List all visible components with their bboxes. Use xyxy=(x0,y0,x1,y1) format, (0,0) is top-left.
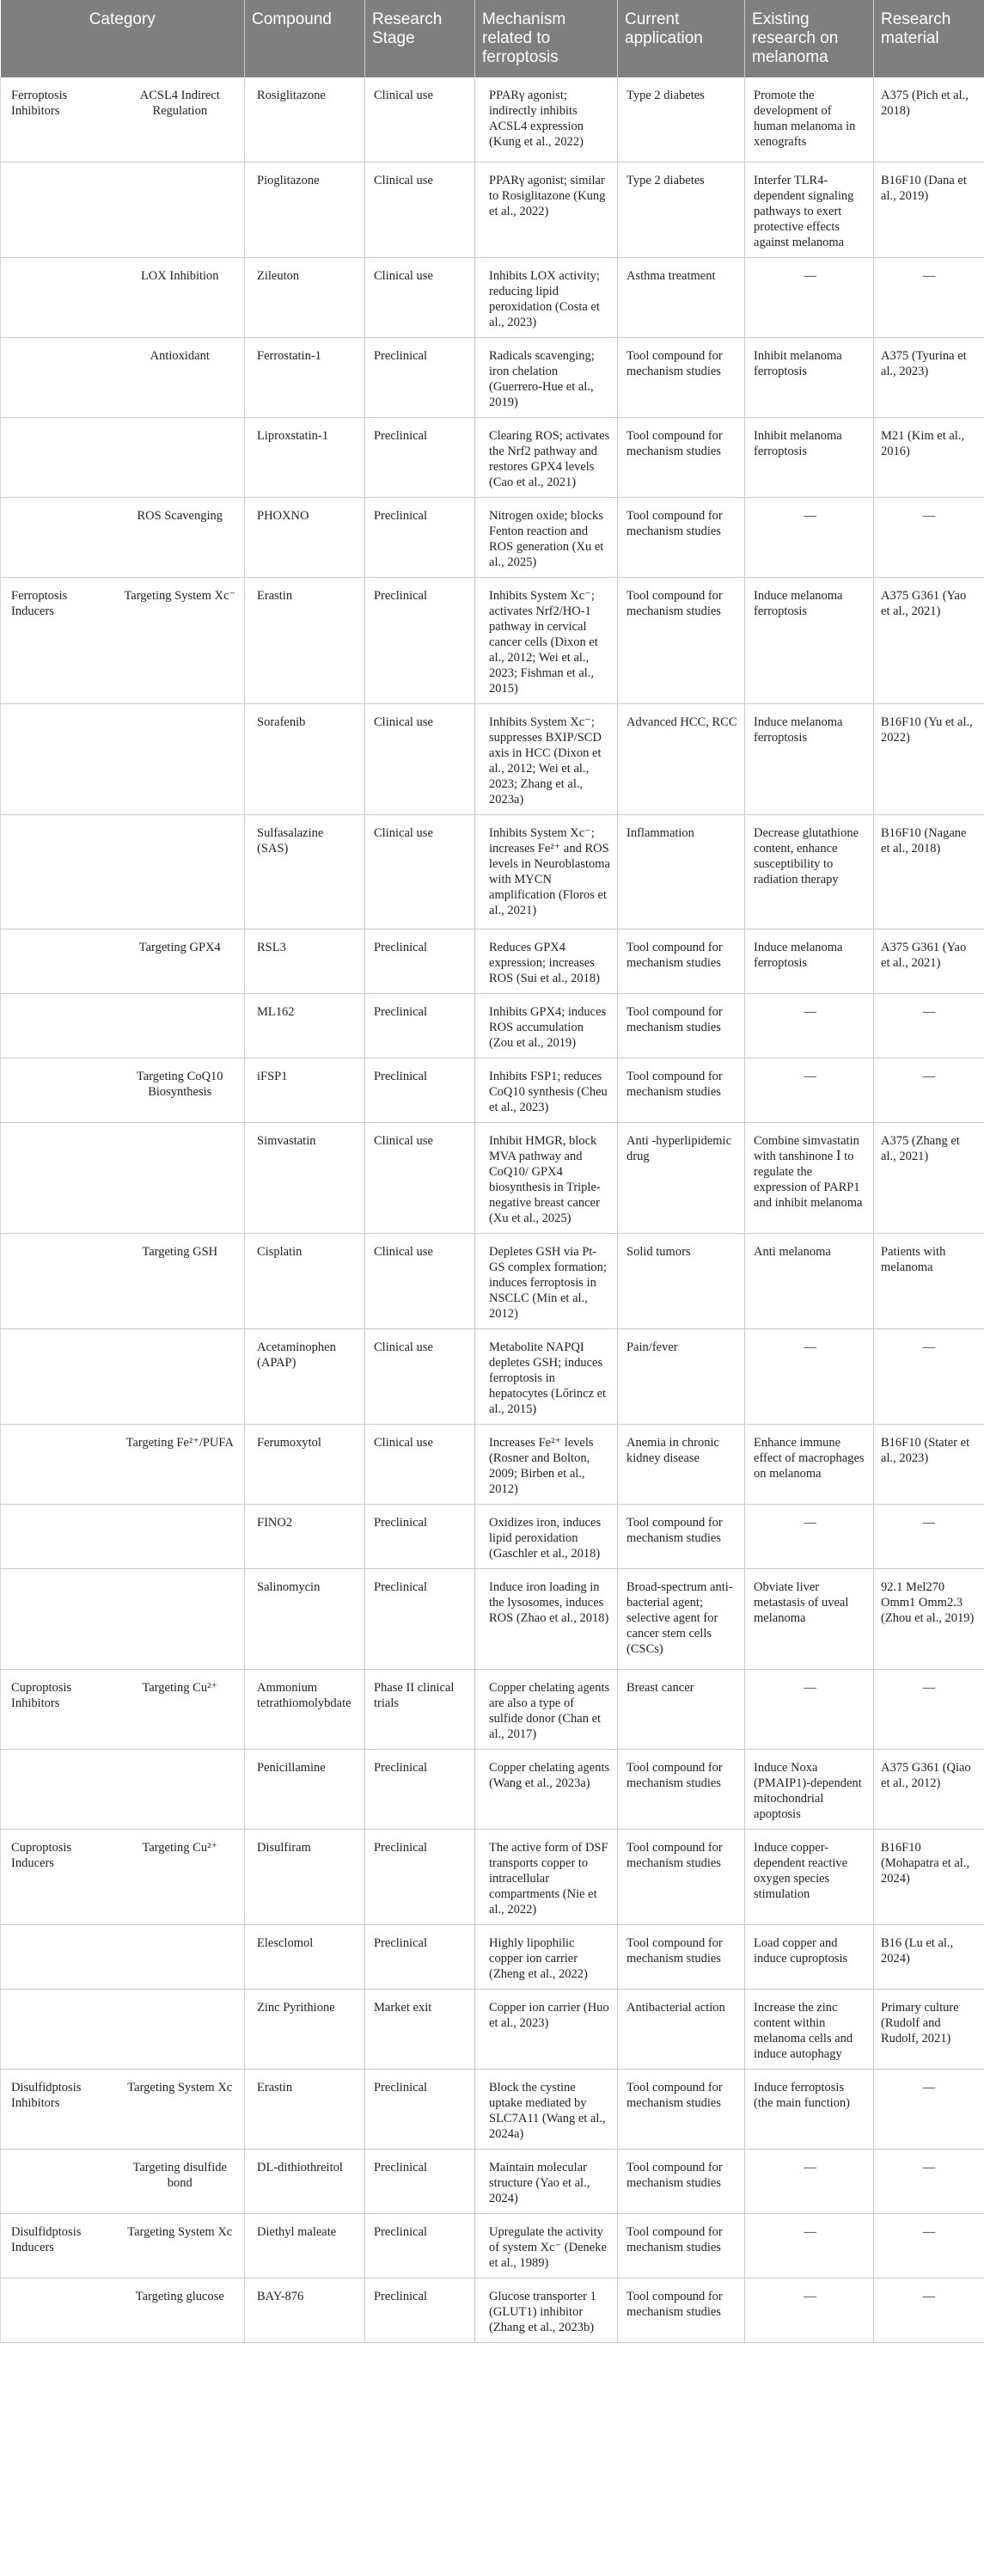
cell-current-application: Tool compound for mechanism studies xyxy=(618,497,745,577)
cell-subcategory xyxy=(116,1504,245,1568)
cell-mechanism: Increases Fe²⁺ levels (Rosner and Bolton, 2009; Birben et al., 2012) xyxy=(475,1424,618,1504)
header-research-material: Research material xyxy=(874,0,984,77)
cell-current-application: Solid tumors xyxy=(618,1233,745,1328)
cell-subcategory xyxy=(116,1122,245,1233)
cell-existing-research: Induce copper-dependent reactive oxygen species stimulation xyxy=(745,1829,874,1924)
cell-research-stage: Preclinical xyxy=(365,1568,475,1669)
cell-compound: Ferumoxytol xyxy=(245,1424,365,1504)
cell-current-application: Antibacterial action xyxy=(618,1989,745,2069)
cell-research-stage: Clinical use xyxy=(365,257,475,337)
cell-existing-research: Anti melanoma xyxy=(745,1233,874,1328)
table-row xyxy=(1,77,984,162)
cell-existing-research: Inhibit melanoma ferroptosis xyxy=(745,337,874,417)
cell-research-stage: Clinical use xyxy=(365,1122,475,1233)
cell-mechanism: Radicals scavenging; iron chelation (Guerrero-Hue et al., 2019) xyxy=(475,337,618,417)
cell-subcategory: Targeting System Xc xyxy=(116,2213,245,2278)
cell-compound: Rosiglitazone xyxy=(245,77,365,162)
cell-research-stage: Clinical use xyxy=(365,1328,475,1424)
table-row xyxy=(1,1924,984,1989)
header-existing-research: Existing research on melanoma xyxy=(745,0,874,77)
cell-category xyxy=(1,929,116,993)
cell-mechanism: Inhibits System Xc⁻; suppresses BXIP/SCD axis in HCC (Dixon et al., 2012; Wei et al., 2023; Zhang et al., 2023a) xyxy=(475,703,618,814)
cell-category xyxy=(1,1233,116,1328)
cell-existing-research: — xyxy=(745,257,874,337)
table-row xyxy=(1,257,984,337)
cell-category: Cuproptosis Inhibitors xyxy=(1,1669,116,1749)
cell-compound: iFSP1 xyxy=(245,1058,365,1122)
cell-category xyxy=(1,814,116,929)
cell-category xyxy=(1,1122,116,1233)
table-row xyxy=(1,337,984,417)
cell-subcategory: ROS Scavenging xyxy=(116,497,245,577)
cell-compound: Sulfasalazine (SAS) xyxy=(245,814,365,929)
cell-compound: Zinc Pyrithione xyxy=(245,1989,365,2069)
cell-research-material: A375 (Pich et al., 2018) xyxy=(874,77,984,162)
cell-subcategory: Targeting Fe²⁺/PUFA xyxy=(116,1424,245,1504)
cell-category xyxy=(1,1749,116,1829)
cell-existing-research: Promote the development of human melanoma in xenografts xyxy=(745,77,874,162)
cell-category xyxy=(1,703,116,814)
cell-compound: RSL3 xyxy=(245,929,365,993)
cell-existing-research: — xyxy=(745,2278,874,2342)
cell-compound: Simvastatin xyxy=(245,1122,365,1233)
table-row xyxy=(1,814,984,929)
cell-current-application: Tool compound for mechanism studies xyxy=(618,1058,745,1122)
cell-compound: Sorafenib xyxy=(245,703,365,814)
cell-category xyxy=(1,1504,116,1568)
cell-research-stage: Phase II clinical trials xyxy=(365,1669,475,1749)
cell-compound: Salinomycin xyxy=(245,1568,365,1669)
cell-category xyxy=(1,993,116,1058)
cell-mechanism: Maintain molecular structure (Yao et al., 2024) xyxy=(475,2149,618,2213)
cell-current-application: Tool compound for mechanism studies xyxy=(618,2149,745,2213)
table-row xyxy=(1,1669,984,1749)
cell-research-material: M21 (Kim et al., 2016) xyxy=(874,417,984,497)
cell-existing-research: — xyxy=(745,1328,874,1424)
cell-current-application: Tool compound for mechanism studies xyxy=(618,1829,745,1924)
table-row xyxy=(1,497,984,577)
cell-research-material: B16F10 (Dana et al., 2019) xyxy=(874,162,984,257)
cell-research-material: A375 G361 (Qiao et al., 2012) xyxy=(874,1749,984,1829)
cell-research-stage: Clinical use xyxy=(365,1424,475,1504)
cell-category xyxy=(1,497,116,577)
table-row xyxy=(1,162,984,257)
table-row xyxy=(1,1749,984,1829)
cell-research-stage: Preclinical xyxy=(365,1504,475,1568)
cell-compound: Cisplatin xyxy=(245,1233,365,1328)
cell-category xyxy=(1,2149,116,2213)
cell-mechanism: Inhibits System Xc⁻; increases Fe²⁺ and ROS levels in Neuroblastoma with MYCN amplification (Floros et al., 2021) xyxy=(475,814,618,929)
cell-category xyxy=(1,1424,116,1504)
cell-current-application: Anemia in chronic kidney disease xyxy=(618,1424,745,1504)
cell-research-material: — xyxy=(874,1328,984,1424)
cell-existing-research: Inhibit melanoma ferroptosis xyxy=(745,417,874,497)
cell-research-stage: Clinical use xyxy=(365,1233,475,1328)
cell-research-stage: Preclinical xyxy=(365,2149,475,2213)
cell-current-application: Breast cancer xyxy=(618,1669,745,1749)
cell-existing-research: Enhance immune effect of macrophages on melanoma xyxy=(745,1424,874,1504)
cell-category xyxy=(1,162,116,257)
cell-current-application: Tool compound for mechanism studies xyxy=(618,1504,745,1568)
cell-existing-research: Load copper and induce cuproptosis xyxy=(745,1924,874,1989)
cell-subcategory: Targeting glucose xyxy=(116,2278,245,2342)
table-row xyxy=(1,1328,984,1424)
table-row xyxy=(1,1058,984,1122)
table-row xyxy=(1,2149,984,2213)
cell-current-application: Tool compound for mechanism studies xyxy=(618,2069,745,2149)
cell-compound: Erastin xyxy=(245,2069,365,2149)
cell-mechanism: PPARγ agonist; similar to Rosiglitazone (Kung et al., 2022) xyxy=(475,162,618,257)
cell-research-stage: Clinical use xyxy=(365,814,475,929)
cell-subcategory: Antioxidant xyxy=(116,337,245,417)
cell-research-stage: Preclinical xyxy=(365,1749,475,1829)
cell-mechanism: Oxidizes iron, induces lipid peroxidation (Gaschler et al., 2018) xyxy=(475,1504,618,1568)
cell-existing-research: — xyxy=(745,497,874,577)
cell-current-application: Advanced HCC, RCC xyxy=(618,703,745,814)
table-row xyxy=(1,1568,984,1669)
cell-category xyxy=(1,1989,116,2069)
cell-existing-research: — xyxy=(745,2149,874,2213)
cell-research-stage: Preclinical xyxy=(365,417,475,497)
cell-compound: BAY-876 xyxy=(245,2278,365,2342)
cell-research-material: — xyxy=(874,257,984,337)
cell-research-stage: Preclinical xyxy=(365,929,475,993)
cell-mechanism: Inhibits LOX activity; reducing lipid peroxidation (Costa et al., 2023) xyxy=(475,257,618,337)
table-row xyxy=(1,2213,984,2278)
cell-category xyxy=(1,2278,116,2342)
cell-research-material: A375 (Zhang et al., 2021) xyxy=(874,1122,984,1233)
cell-existing-research: Obviate liver metastasis of uveal melanoma xyxy=(745,1568,874,1669)
cell-subcategory xyxy=(116,162,245,257)
cell-category xyxy=(1,1924,116,1989)
cell-subcategory xyxy=(116,1924,245,1989)
table-row xyxy=(1,1989,984,2069)
header-research-stage: Research Stage xyxy=(365,0,475,77)
cell-research-stage: Market exit xyxy=(365,1989,475,2069)
cell-research-stage: Preclinical xyxy=(365,1924,475,1989)
cell-compound: Elesclomol xyxy=(245,1924,365,1989)
cell-compound: Diethyl maleate xyxy=(245,2213,365,2278)
cell-category xyxy=(1,257,116,337)
cell-category: Disulfidptosis Inducers xyxy=(1,2213,116,2278)
table-body xyxy=(1,77,984,2342)
header-compound: Compound xyxy=(245,0,365,77)
cell-subcategory: Targeting disulfide bond xyxy=(116,2149,245,2213)
cell-current-application: Tool compound for mechanism studies xyxy=(618,2278,745,2342)
table-row xyxy=(1,577,984,703)
cell-research-material: — xyxy=(874,2213,984,2278)
cell-mechanism: Copper chelating agents (Wang et al., 2023a) xyxy=(475,1749,618,1829)
cell-subcategory xyxy=(116,417,245,497)
cell-compound: Disulfiram xyxy=(245,1829,365,1924)
cell-subcategory: Targeting CoQ10 Biosynthesis xyxy=(116,1058,245,1122)
cell-compound: PHOXNO xyxy=(245,497,365,577)
cell-existing-research: — xyxy=(745,993,874,1058)
cell-subcategory xyxy=(116,1568,245,1669)
cell-current-application: Tool compound for mechanism studies xyxy=(618,929,745,993)
cell-current-application: Asthma treatment xyxy=(618,257,745,337)
cell-existing-research: Induce melanoma ferroptosis xyxy=(745,577,874,703)
table-row xyxy=(1,703,984,814)
table-row xyxy=(1,2278,984,2342)
cell-current-application: Tool compound for mechanism studies xyxy=(618,417,745,497)
cell-subcategory: Targeting System Xc⁻ xyxy=(116,577,245,703)
cell-subcategory xyxy=(116,1749,245,1829)
cell-research-stage: Preclinical xyxy=(365,2069,475,2149)
table-header-row xyxy=(1,0,984,77)
cell-research-material: B16F10 (Yu et al., 2022) xyxy=(874,703,984,814)
cell-mechanism: Nitrogen oxide; blocks Fenton reaction and ROS generation (Xu et al., 2025) xyxy=(475,497,618,577)
cell-mechanism: Induce iron loading in the lysosomes, induces ROS (Zhao et al., 2018) xyxy=(475,1568,618,1669)
cell-compound: Ferrostatin-1 xyxy=(245,337,365,417)
cell-research-stage: Preclinical xyxy=(365,577,475,703)
table-row xyxy=(1,417,984,497)
cell-research-stage: Preclinical xyxy=(365,2213,475,2278)
cell-mechanism: Block the cystine uptake mediated by SLC7A11 (Wang et al., 2024a) xyxy=(475,2069,618,2149)
cell-research-material: — xyxy=(874,993,984,1058)
table-row xyxy=(1,1233,984,1328)
cell-existing-research: Induce melanoma ferroptosis xyxy=(745,703,874,814)
cell-compound: Pioglitazone xyxy=(245,162,365,257)
cell-mechanism: Inhibit HMGR, block MVA pathway and CoQ10/ GPX4 biosynthesis in Triple-negative breast cancer (Xu et al., 2025) xyxy=(475,1122,618,1233)
cell-research-material: B16 (Lu et al., 2024) xyxy=(874,1924,984,1989)
cell-research-material: B16F10 (Stater et al., 2023) xyxy=(874,1424,984,1504)
cell-current-application: Broad-spectrum anti-bacterial agent; selective agent for cancer stem cells (CSCs) xyxy=(618,1568,745,1669)
cell-research-stage: Preclinical xyxy=(365,1058,475,1122)
cell-existing-research: Induce Noxa (PMAIP1)-dependent mitochondrial apoptosis xyxy=(745,1749,874,1829)
cell-research-material: 92.1 Mel270 Omm1 Omm2.3 (Zhou et al., 2019) xyxy=(874,1568,984,1669)
cell-subcategory xyxy=(116,993,245,1058)
cell-subcategory: Targeting System Xc xyxy=(116,2069,245,2149)
cell-research-stage: Clinical use xyxy=(365,703,475,814)
cell-research-material: Patients with melanoma xyxy=(874,1233,984,1328)
cell-current-application: Tool compound for mechanism studies xyxy=(618,1924,745,1989)
cell-research-material: — xyxy=(874,2278,984,2342)
cell-category xyxy=(1,417,116,497)
cell-category xyxy=(1,1328,116,1424)
cell-subcategory xyxy=(116,814,245,929)
cell-category xyxy=(1,1058,116,1122)
cell-existing-research: Induce ferroptosis (the main function) xyxy=(745,2069,874,2149)
cell-compound: Acetaminophen (APAP) xyxy=(245,1328,365,1424)
cell-compound: Zileuton xyxy=(245,257,365,337)
cell-category: Cuproptosis Inducers xyxy=(1,1829,116,1924)
cell-research-material: B16F10 (Mohapatra et al., 2024) xyxy=(874,1829,984,1924)
cell-research-material: — xyxy=(874,2069,984,2149)
cell-mechanism: Copper chelating agents are also a type of sulfide donor (Chan et al., 2017) xyxy=(475,1669,618,1749)
cell-mechanism: Metabolite NAPQI depletes GSH; induces ferroptosis in hepatocytes (Lőrincz et al., 2015) xyxy=(475,1328,618,1424)
cell-research-material: — xyxy=(874,1058,984,1122)
cell-research-material: A375 (Tyurina et al., 2023) xyxy=(874,337,984,417)
cell-subcategory: Targeting GPX4 xyxy=(116,929,245,993)
cell-research-stage: Preclinical xyxy=(365,337,475,417)
cell-research-material: — xyxy=(874,1504,984,1568)
cell-current-application: Tool compound for mechanism studies xyxy=(618,993,745,1058)
cell-compound: Erastin xyxy=(245,577,365,703)
cell-mechanism: Glucose transporter 1 (GLUT1) inhibitor (Zhang et al., 2023b) xyxy=(475,2278,618,2342)
cell-current-application: Pain/fever xyxy=(618,1328,745,1424)
table-row xyxy=(1,929,984,993)
cell-mechanism: Inhibits System Xc⁻; activates Nrf2/HO-1 pathway in cervical cancer cells (Dixon et al., 2012; Wei et al., 2023; Fishman et al., 2015) xyxy=(475,577,618,703)
cell-mechanism: Clearing ROS; activates the Nrf2 pathway and restores GPX4 levels (Cao et al., 2021) xyxy=(475,417,618,497)
cell-subcategory xyxy=(116,1328,245,1424)
table-row xyxy=(1,1504,984,1568)
table-row xyxy=(1,1122,984,1233)
cell-mechanism: Inhibits FSP1; reduces CoQ10 synthesis (Cheu et al., 2023) xyxy=(475,1058,618,1122)
cell-existing-research: Decrease glutathione content, enhance susceptibility to radiation therapy xyxy=(745,814,874,929)
cell-mechanism: Inhibits GPX4; induces ROS accumulation (Zou et al., 2019) xyxy=(475,993,618,1058)
cell-current-application: Tool compound for mechanism studies xyxy=(618,337,745,417)
header-category: Category xyxy=(1,0,245,77)
cell-subcategory xyxy=(116,1989,245,2069)
table-row xyxy=(1,1424,984,1504)
cell-existing-research: Combine simvastatin with tanshinone Ⅰ to regulate the expression of PARP1 and inhibit melanoma xyxy=(745,1122,874,1233)
cell-research-material: Primary culture (Rudolf and Rudolf, 2021) xyxy=(874,1989,984,2069)
cell-compound: ML162 xyxy=(245,993,365,1058)
cell-mechanism: Upregulate the activity of system Xc⁻ (Deneke et al., 1989) xyxy=(475,2213,618,2278)
cell-subcategory: Targeting Cu²⁺ xyxy=(116,1829,245,1924)
table-row xyxy=(1,2069,984,2149)
header-mechanism: Mechanism related to ferroptosis xyxy=(475,0,618,77)
table-row xyxy=(1,993,984,1058)
cell-existing-research: — xyxy=(745,1669,874,1749)
table-row xyxy=(1,1829,984,1924)
cell-mechanism: Highly lipophilic copper ion carrier (Zheng et al., 2022) xyxy=(475,1924,618,1989)
cell-current-application: Tool compound for mechanism studies xyxy=(618,2213,745,2278)
cell-research-material: — xyxy=(874,497,984,577)
cell-current-application: Type 2 diabetes xyxy=(618,162,745,257)
cell-subcategory: ACSL4 Indirect Regulation xyxy=(116,77,245,162)
cell-category xyxy=(1,1568,116,1669)
cell-category xyxy=(1,337,116,417)
cell-current-application: Tool compound for mechanism studies xyxy=(618,1749,745,1829)
cell-subcategory xyxy=(116,703,245,814)
cell-category: Ferroptosis Inducers xyxy=(1,577,116,703)
cell-existing-research: — xyxy=(745,2213,874,2278)
cell-research-material: — xyxy=(874,2149,984,2213)
cell-research-material: A375 G361 (Yao et al., 2021) xyxy=(874,929,984,993)
cell-existing-research: — xyxy=(745,1058,874,1122)
cell-subcategory: LOX Inhibition xyxy=(116,257,245,337)
cell-research-material: A375 G361 (Yao et al., 2021) xyxy=(874,577,984,703)
cell-compound: DL-dithiothreitol xyxy=(245,2149,365,2213)
cell-compound: FINO2 xyxy=(245,1504,365,1568)
cell-existing-research: Interfer TLR4-dependent signaling pathways to exert protective effects against melanoma xyxy=(745,162,874,257)
cell-current-application: Type 2 diabetes xyxy=(618,77,745,162)
cell-subcategory: Targeting GSH xyxy=(116,1233,245,1328)
cell-mechanism: Depletes GSH via Pt-GS complex formation; induces ferroptosis in NSCLC (Min et al., 2012) xyxy=(475,1233,618,1328)
cell-research-material: B16F10 (Nagane et al., 2018) xyxy=(874,814,984,929)
cell-mechanism: PPARγ agonist; indirectly inhibits ACSL4 expression (Kung et al., 2022) xyxy=(475,77,618,162)
cell-compound: Ammonium tetrathiomolybdate xyxy=(245,1669,365,1749)
cell-research-stage: Preclinical xyxy=(365,497,475,577)
cell-current-application: Tool compound for mechanism studies xyxy=(618,577,745,703)
cell-subcategory: Targeting Cu²⁺ xyxy=(116,1669,245,1749)
cell-existing-research: Induce melanoma ferroptosis xyxy=(745,929,874,993)
cell-existing-research: — xyxy=(745,1504,874,1568)
header-current-application: Current application xyxy=(618,0,745,77)
cell-research-stage: Clinical use xyxy=(365,77,475,162)
cell-research-stage: Clinical use xyxy=(365,162,475,257)
cell-research-stage: Preclinical xyxy=(365,2278,475,2342)
cell-category: Disulfidptosis Inhibitors xyxy=(1,2069,116,2149)
cell-current-application: Inflammation xyxy=(618,814,745,929)
cell-current-application: Anti -hyperlipidemic drug xyxy=(618,1122,745,1233)
cell-research-stage: Preclinical xyxy=(365,993,475,1058)
cell-research-stage: Preclinical xyxy=(365,1829,475,1924)
cell-category: Ferroptosis Inhibitors xyxy=(1,77,116,162)
cell-research-material: — xyxy=(874,1669,984,1749)
cell-mechanism: The active form of DSF transports copper to intracellular compartments (Nie et al., 2022) xyxy=(475,1829,618,1924)
cell-compound: Penicillamine xyxy=(245,1749,365,1829)
cell-mechanism: Reduces GPX4 expression; increases ROS (Sui et al., 2018) xyxy=(475,929,618,993)
cell-existing-research: Increase the zinc content within melanoma cells and induce autophagy xyxy=(745,1989,874,2069)
cell-compound: Liproxstatin-1 xyxy=(245,417,365,497)
cell-mechanism: Copper ion carrier (Huo et al., 2023) xyxy=(475,1989,618,2069)
